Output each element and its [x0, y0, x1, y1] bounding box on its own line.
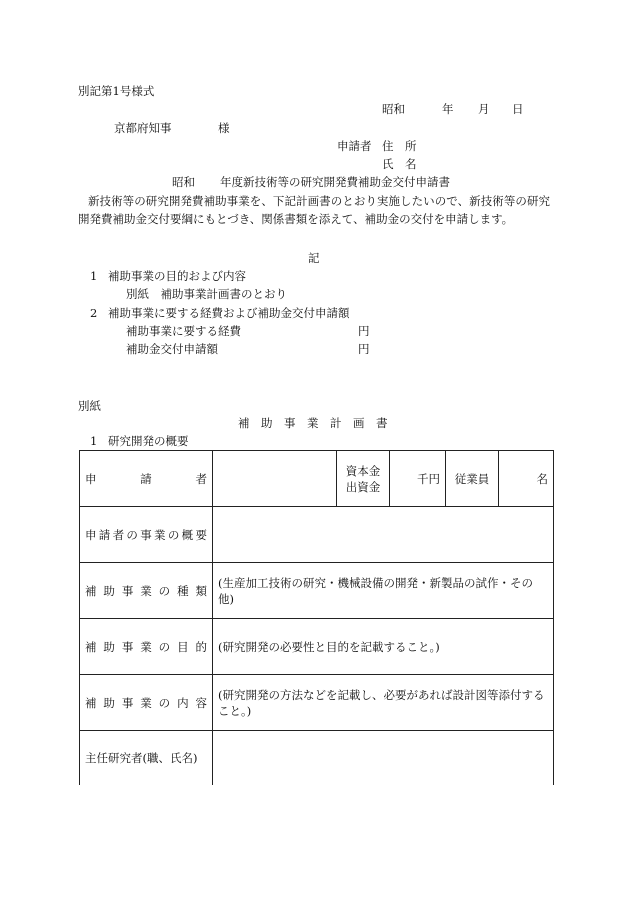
attachment-label: 別紙 [78, 399, 101, 413]
date-day: 日 [512, 102, 524, 116]
cost-unit: 円 [358, 324, 370, 338]
project-purpose-value[interactable] [213, 619, 554, 675]
capital-label-line1: 資本金 [345, 463, 381, 478]
applicant-value-cell[interactable] [213, 451, 337, 507]
project-content-value[interactable] [213, 675, 554, 731]
ki-heading: 記 [308, 251, 320, 265]
item2-number: 2 [90, 306, 98, 320]
applicant-address-label: 住 所 [382, 139, 417, 153]
project-purpose-label: 補助事業の目的 [80, 619, 213, 675]
capital-value-cell[interactable] [390, 451, 446, 507]
item1-sub: 別紙 補助事業計画書のとおり [126, 287, 287, 301]
form-number: 別記第1号様式 [78, 84, 155, 98]
capital-label-line2: 出資金 [345, 479, 381, 494]
project-type-label: 補助事業の種類 [80, 563, 213, 619]
applicant-name-label: 氏 名 [382, 157, 417, 171]
addressee: 京都府知事 [114, 121, 172, 135]
applicant-header-cell: 申請者 [80, 451, 213, 507]
date-year: 年 [442, 102, 454, 116]
project-content-note: (研究開発の方法などを記載し、必要があれば設計図等添付すること。) [218, 687, 545, 718]
capital-unit: 千円 [417, 471, 440, 486]
lead-researcher-label: 主任研究者(職、氏名) [80, 731, 213, 785]
item2-text: 補助事業に要する経費および補助金交付申請額 [108, 306, 350, 320]
body-paragraph: 新技術等の研究開発費補助事業を、下記計画書のとおり実施したいので、新技術等の研究開発費補助金交付要綱にもとづき、関係書類を添えて、補助金の交付を申請します。 [78, 194, 550, 226]
project-type-note: (生産加工技術の研究・機械設備の開発・新製品の試作・その他) [218, 575, 533, 606]
section1-number: 1 [90, 434, 98, 448]
section1-text: 研究開発の概要 [108, 434, 189, 448]
business-summary-label: 申請者の事業の概要 [80, 507, 213, 563]
employees-unit: 名 [536, 471, 548, 486]
capital-header-cell [337, 451, 390, 507]
date-era: 昭和 [382, 102, 405, 116]
plan-table [79, 450, 554, 785]
applicant-label: 申請者 [337, 139, 372, 153]
employees-value-cell[interactable] [499, 451, 554, 507]
project-purpose-note: (研究開発の必要性と目的を記載すること。) [218, 639, 440, 654]
business-summary-value[interactable] [213, 507, 554, 563]
grant-label: 補助金交付申請額 [126, 342, 218, 356]
honorific: 様 [218, 121, 230, 135]
grant-unit: 円 [358, 342, 370, 356]
attachment-title: 補 助 事 業 計 画 書 [238, 416, 388, 430]
cost-label: 補助事業に要する経費 [126, 324, 241, 338]
project-type-value[interactable] [213, 563, 554, 619]
item1-number: 1 [90, 269, 98, 283]
document-title: 年度新技術等の研究開発費補助金交付申請書 [220, 175, 450, 189]
title-era: 昭和 [172, 175, 195, 189]
lead-researcher-value[interactable] [213, 731, 554, 785]
employees-header-cell: 従業員 [446, 451, 499, 507]
item1-text: 補助事業の目的および内容 [108, 269, 246, 283]
project-content-label: 補助事業の内容 [80, 675, 213, 731]
date-month: 月 [478, 102, 490, 116]
